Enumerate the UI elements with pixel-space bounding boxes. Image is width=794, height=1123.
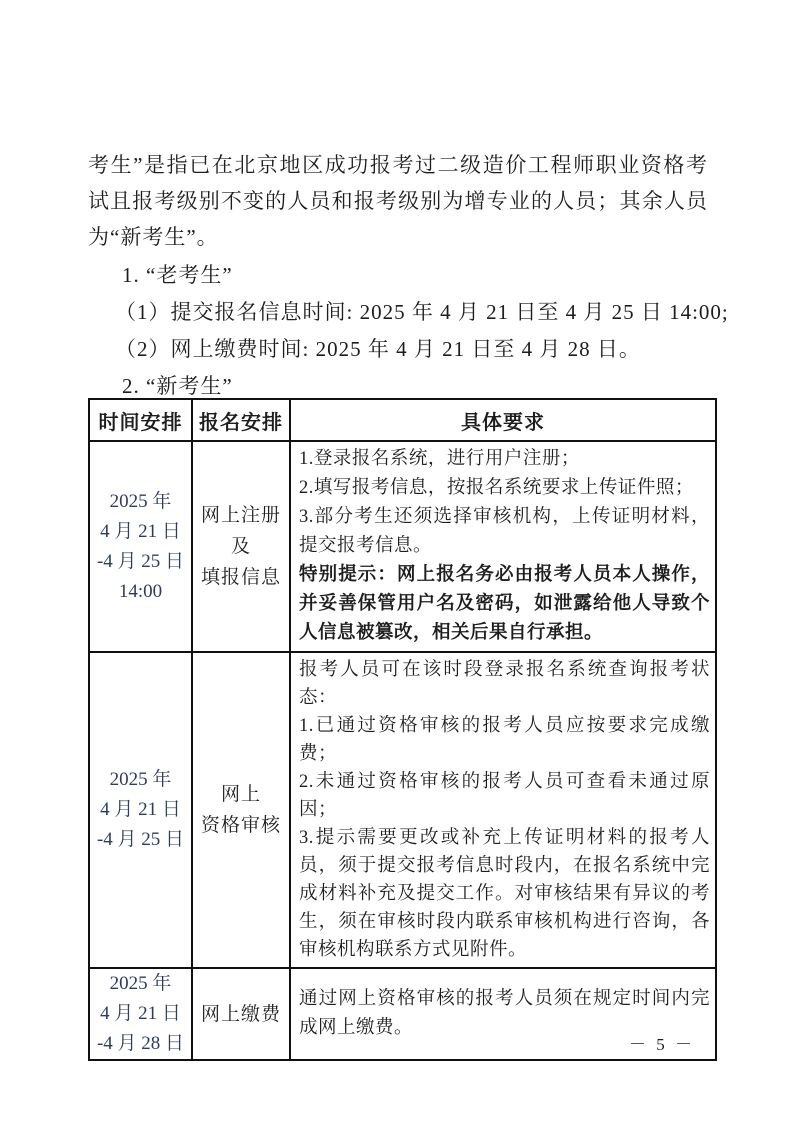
requirements-cell [290,441,716,652]
arrangement-cell [192,441,290,652]
requirement-item: 2.未通过资格审核的报考人员可查看未通过原因； [299,772,710,820]
arrangement-line: 网上注册 [200,505,281,526]
table-row-online-payment [89,968,716,1060]
list-item-submit-time: （1）提交报名信息时间: 2025 年 4 月 21 日至 4 月 25 日 14:00; [115,300,729,324]
special-note: 特别提示：网上报名务必由报考人员本人操作，并妥善保管用户名及密码，如泄露给他人导致个人信息被篡改，相关后果自行承担。 [299,565,710,643]
arrangement-line: 及 [230,536,251,557]
requirement-item: 3.部分考生还须选择审核机构，上传证明材料，提交报考信息。 [299,507,710,556]
time-cell [89,441,192,652]
requirement-item: 2.填写报考信息，按报名系统要求上传证件照； [299,478,694,498]
arrangement-line: 网上缴费 [200,1003,281,1025]
arrangement-cell [192,652,290,968]
time-line: 2025 年 [109,490,172,512]
time-line: -4 月 25 日 [96,550,185,572]
table-row-online-registration [89,441,716,652]
arrangement-line: 填报信息 [200,567,281,588]
document-body [88,147,729,405]
list-item-old-candidates: 1. “老考生” [122,263,233,287]
time-line: 4 月 21 日 [100,1003,181,1024]
requirement-item: 1.已通过资格审核的报考人员应按要求完成缴费； [299,716,710,764]
table-header-row [89,399,716,441]
page-number: － 5 － [629,1035,695,1054]
time-line: 14:00 [118,580,163,602]
col-header-time: 时间安排 [89,399,192,441]
list-item-new-candidates: 2. “新考生” [122,374,233,398]
registration-schedule-table [88,398,717,1061]
requirement-item: 1.登录报名系统，进行用户注册； [299,449,580,469]
arrangement-cell [192,968,290,1060]
table-row-qualification-review [89,652,716,968]
time-line: -4 月 28 日 [96,1033,185,1054]
list [88,257,729,405]
requirement-item: 报考人员可在该时段登录报名系统查询报考状态： [299,660,710,708]
body-paragraph: 考生”是指已在北京地区成功报考过二级造价工程师职业资格考试且报考级别不变的人员和报考级别为增专业的人员；其余人员为“新考生”。 [88,153,708,249]
time-line: 2025 年 [109,973,172,994]
col-header-requirements: 具体要求 [290,399,716,441]
list-item-payment-time: （2）网上缴费时间: 2025 年 4 月 21 日至 4 月 28 日。 [115,337,641,361]
requirement-item: 3.提示需要更改或补充上传证明材料的报考人员，须于提交报考信息时段内，在报名系统中完成材料补充及提交工作。对审核结果有异议的考生，须在审核时段内联系审核机构进行咨询，各审核机构联系方式见附件。 [299,828,710,960]
time-line: -4 月 25 日 [96,829,185,850]
time-line: 4 月 21 日 [100,520,181,542]
col-header-arrangement: 报名安排 [192,399,290,441]
arrangement-line: 资格审核 [200,815,281,836]
requirements-cell [290,652,716,968]
arrangement-line: 网上 [220,784,261,805]
time-line: 4 月 21 日 [100,799,181,820]
time-line: 2025 年 [109,769,172,790]
requirement-item: 通过网上资格审核的报考人员须在规定时间内完成网上缴费。 [299,989,710,1038]
time-cell [89,968,192,1060]
time-cell [89,652,192,968]
